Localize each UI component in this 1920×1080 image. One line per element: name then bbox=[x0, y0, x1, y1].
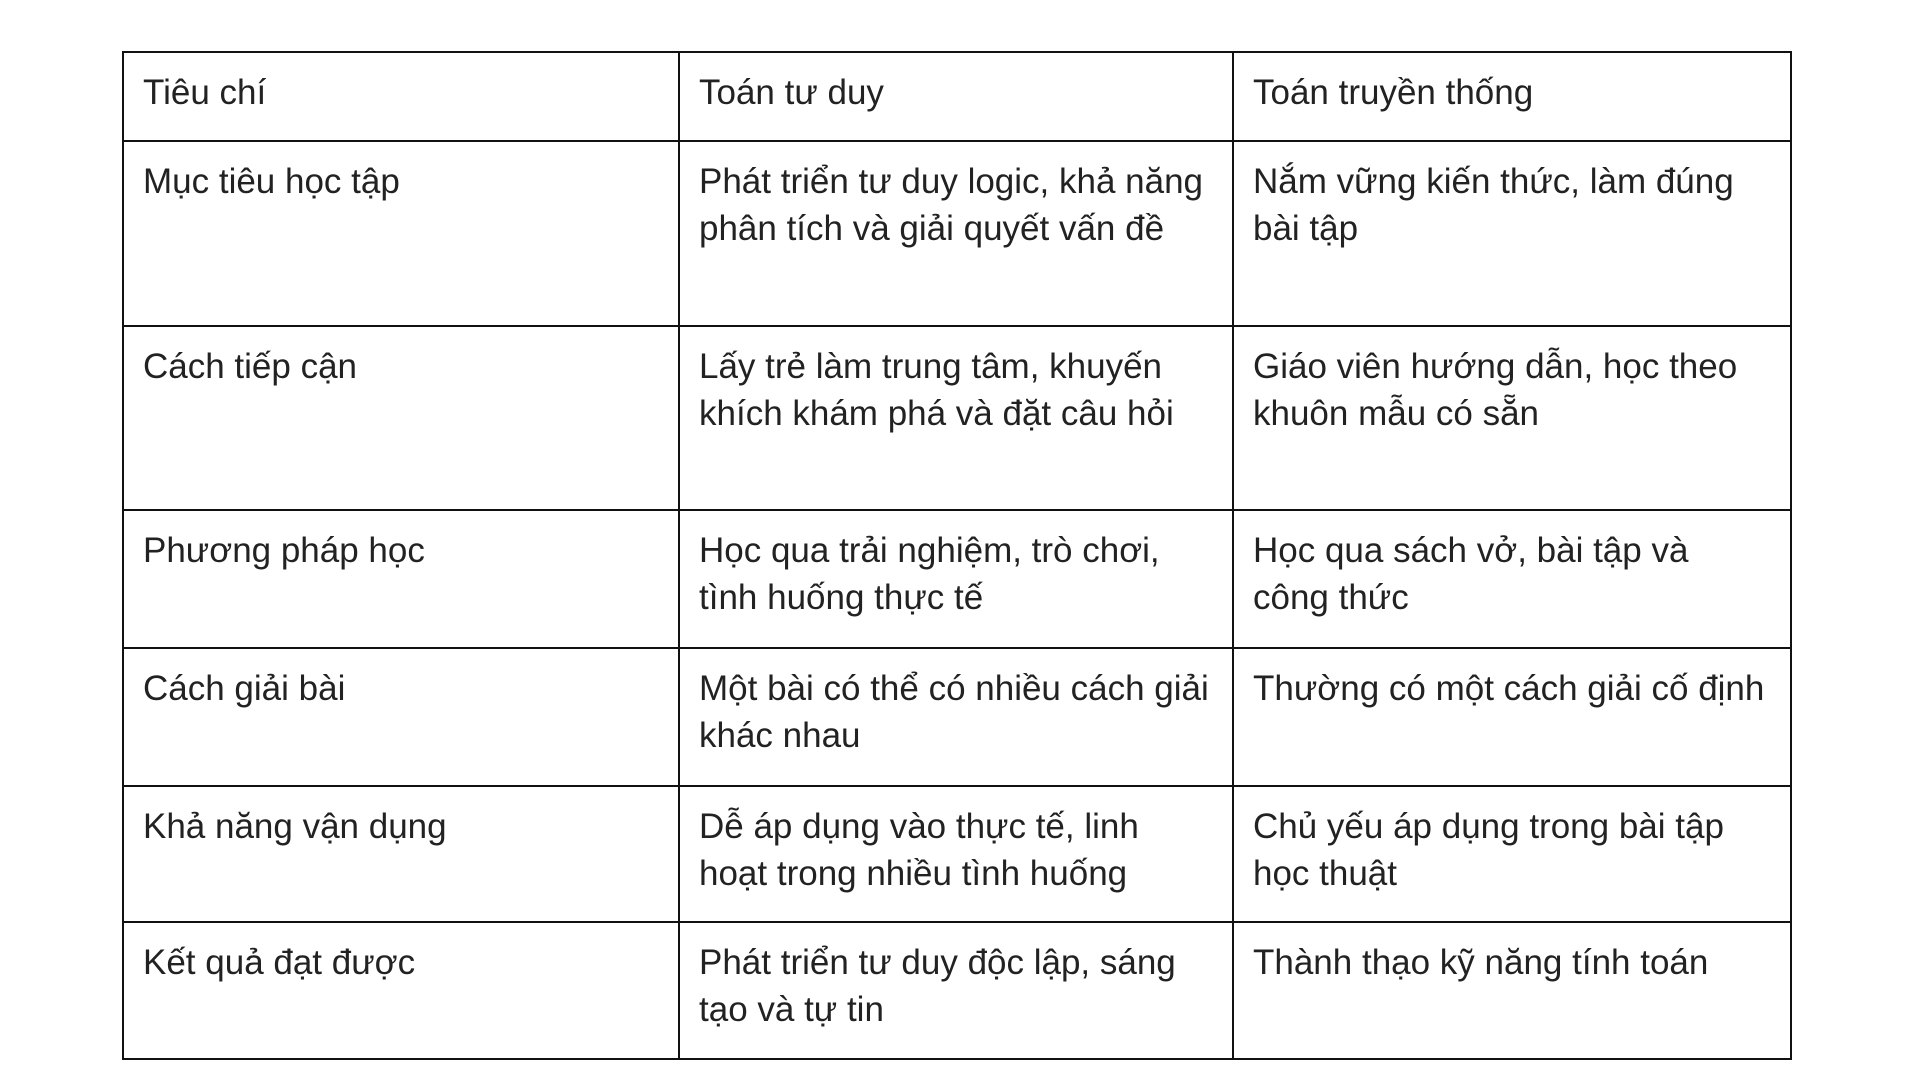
criteria-cell: Khả năng vận dụng bbox=[123, 786, 679, 922]
table-row bbox=[123, 141, 1791, 326]
thinking-math-cell: Phát triển tư duy logic, khả năng phân tích và giải quyết vấn đề bbox=[679, 141, 1233, 326]
criteria-cell: Cách tiếp cận bbox=[123, 326, 679, 510]
criteria-cell: Kết quả đạt được bbox=[123, 922, 679, 1059]
table-header-row bbox=[123, 52, 1791, 141]
table-row bbox=[123, 326, 1791, 510]
table-row bbox=[123, 922, 1791, 1059]
table-row bbox=[123, 786, 1791, 922]
comparison-table bbox=[122, 51, 1792, 1060]
header-cell-thinking-math: Toán tư duy bbox=[679, 52, 1233, 141]
traditional-math-cell: Chủ yếu áp dụng trong bài tập học thuật bbox=[1233, 786, 1791, 922]
traditional-math-cell: Nắm vững kiến thức, làm đúng bài tập bbox=[1233, 141, 1791, 326]
thinking-math-cell: Lấy trẻ làm trung tâm, khuyến khích khám phá và đặt câu hỏi bbox=[679, 326, 1233, 510]
traditional-math-cell: Thường có một cách giải cố định bbox=[1233, 648, 1791, 786]
header-cell-traditional-math: Toán truyền thống bbox=[1233, 52, 1791, 141]
criteria-cell: Phương pháp học bbox=[123, 510, 679, 648]
criteria-cell: Mục tiêu học tập bbox=[123, 141, 679, 326]
traditional-math-cell: Học qua sách vở, bài tập và công thức bbox=[1233, 510, 1791, 648]
table-row bbox=[123, 510, 1791, 648]
thinking-math-cell: Học qua trải nghiệm, trò chơi, tình huống thực tế bbox=[679, 510, 1233, 648]
thinking-math-cell: Dễ áp dụng vào thực tế, linh hoạt trong nhiều tình huống bbox=[679, 786, 1233, 922]
traditional-math-cell: Thành thạo kỹ năng tính toán bbox=[1233, 922, 1791, 1059]
criteria-cell: Cách giải bài bbox=[123, 648, 679, 786]
table-row bbox=[123, 648, 1791, 786]
thinking-math-cell: Một bài có thể có nhiều cách giải khác nhau bbox=[679, 648, 1233, 786]
header-cell-criteria: Tiêu chí bbox=[123, 52, 679, 141]
traditional-math-cell: Giáo viên hướng dẫn, học theo khuôn mẫu có sẵn bbox=[1233, 326, 1791, 510]
thinking-math-cell: Phát triển tư duy độc lập, sáng tạo và tự tin bbox=[679, 922, 1233, 1059]
